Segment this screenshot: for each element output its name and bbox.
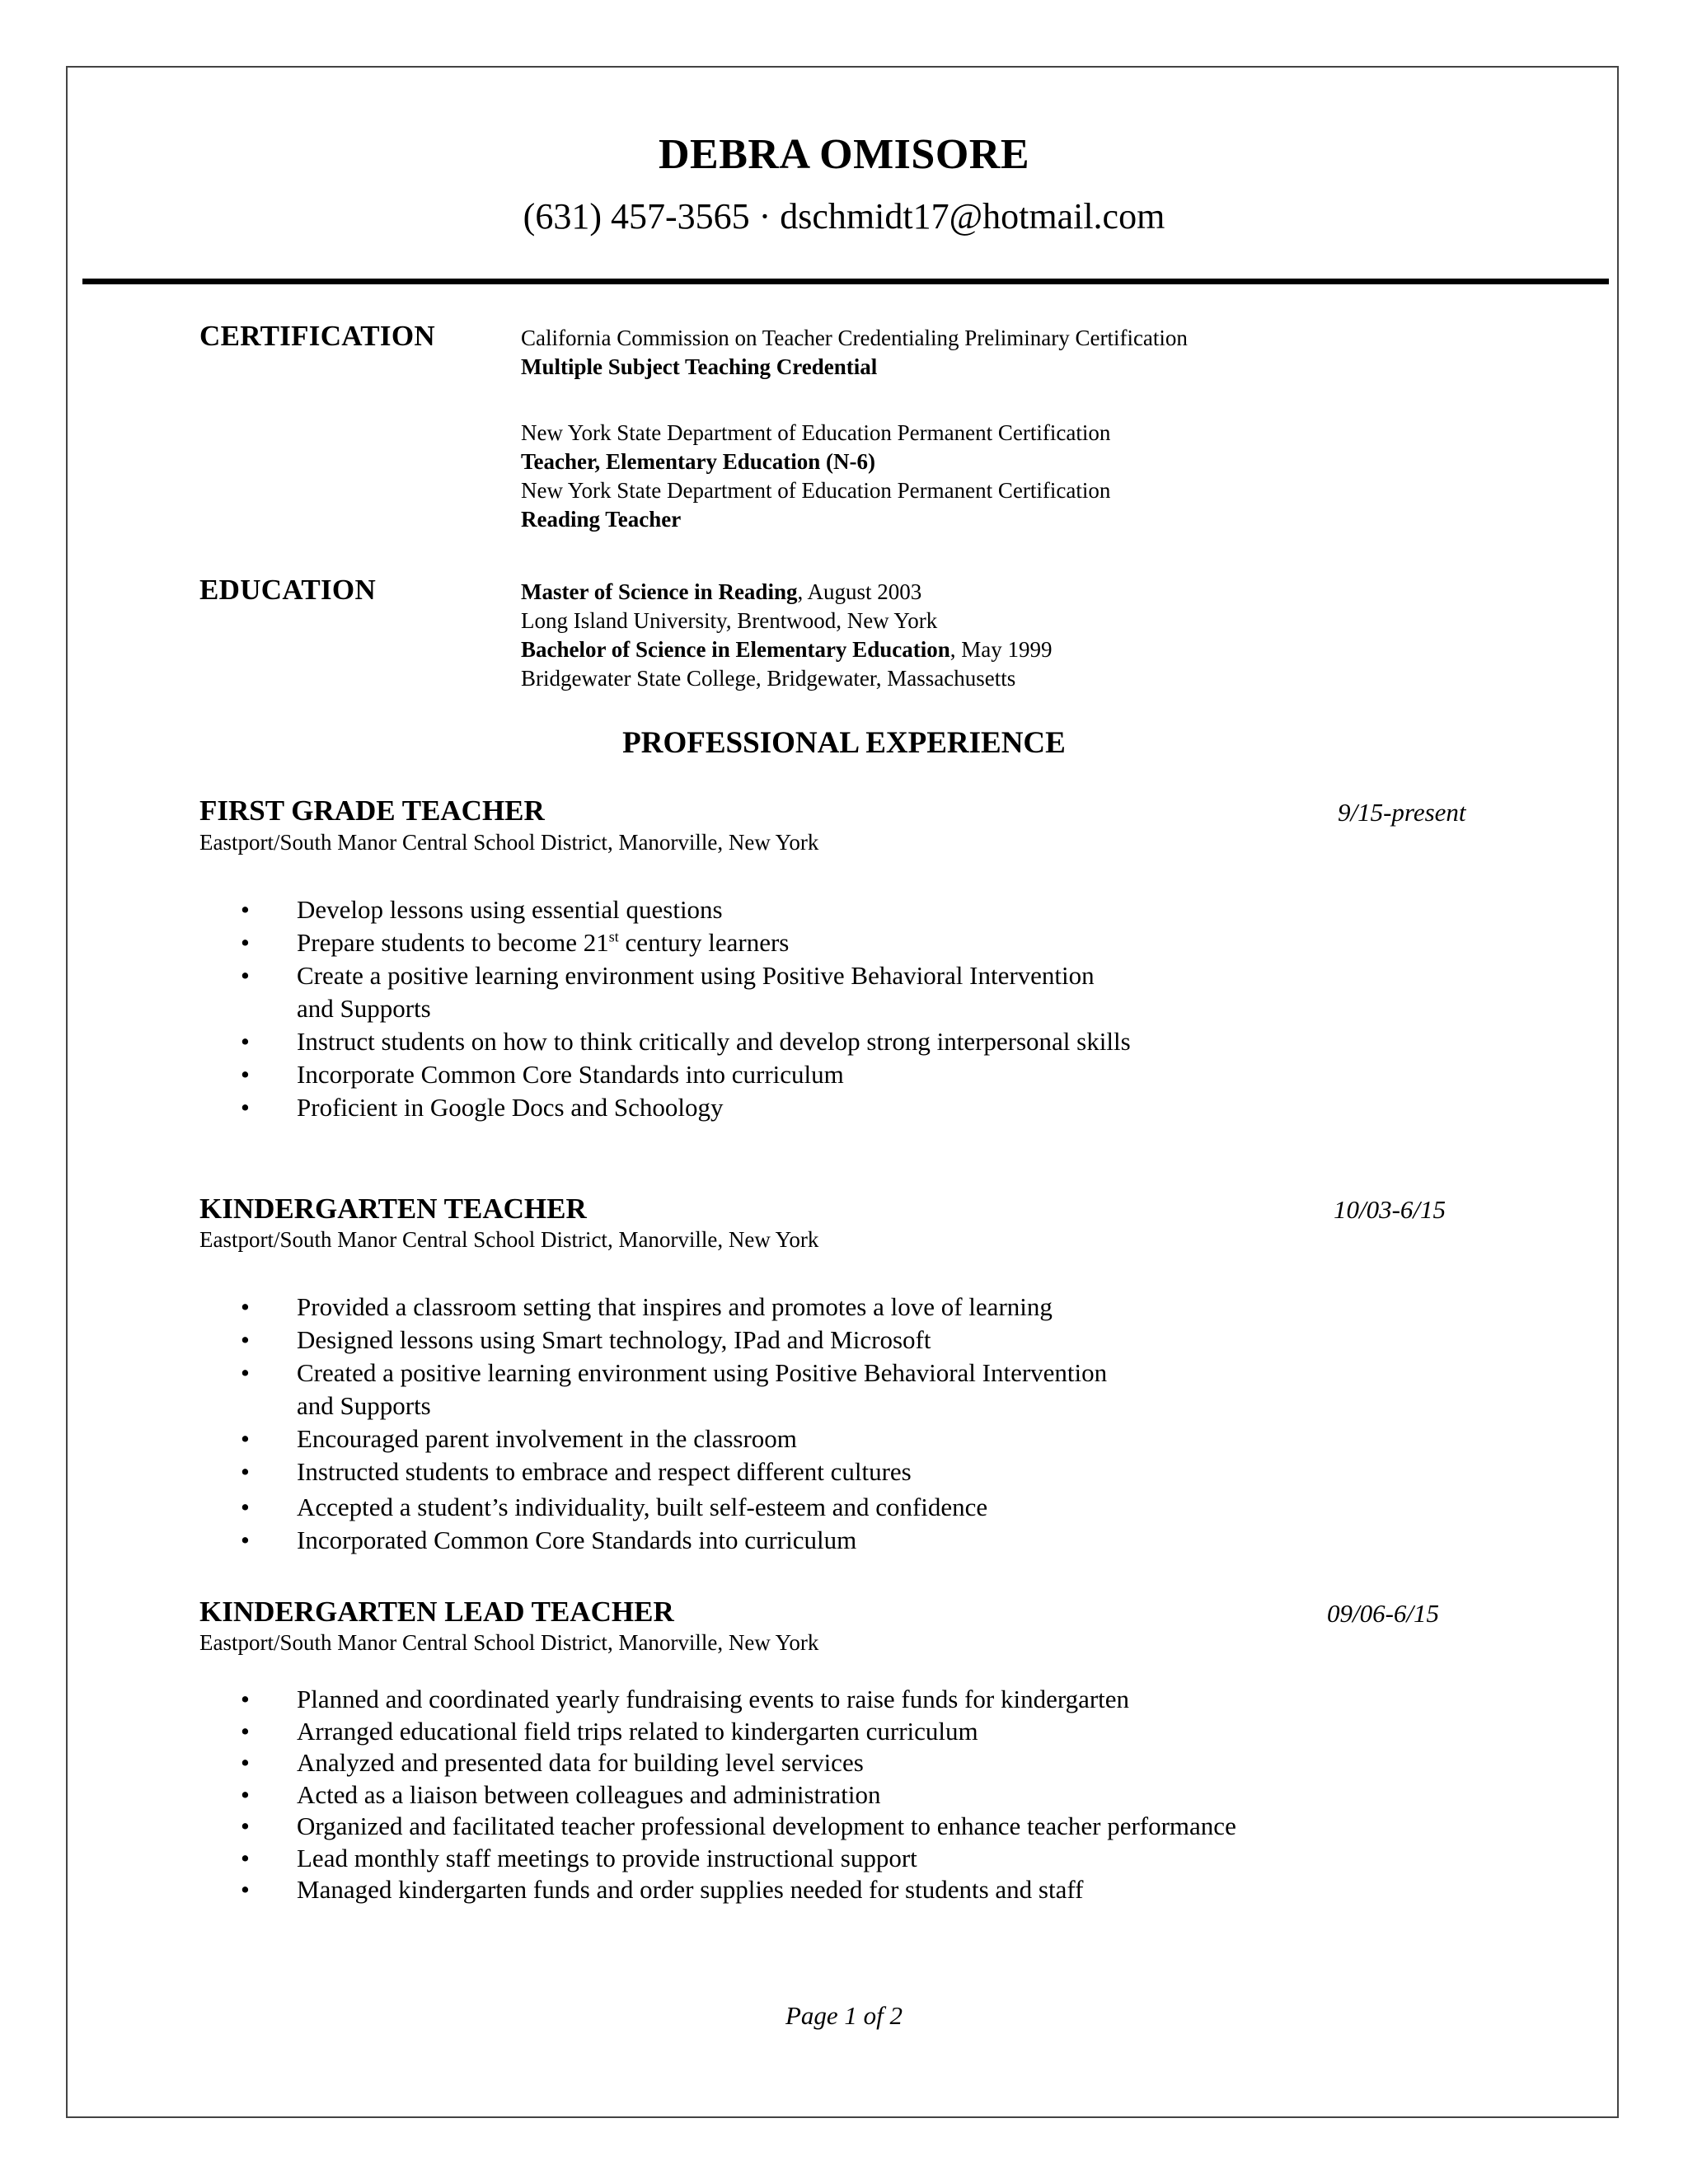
education-date: , May 1999 — [950, 637, 1053, 662]
list-item: • Prepare students to become 21st century learners — [241, 926, 1131, 959]
list-item: • Accepted a student’s individuality, built self-esteem and confidence — [241, 1491, 1107, 1524]
section-label-certification: CERTIFICATION — [199, 320, 435, 352]
education-date: , August 2003 — [797, 579, 922, 604]
job-duties-list — [241, 1684, 1236, 1906]
candidate-name: DEBRA OMISORE — [658, 131, 1030, 178]
job-title: KINDERGARTEN LEAD TEACHER — [199, 1596, 674, 1628]
list-item: • Organized and facilitated teacher professional development to enhance teacher performance — [241, 1811, 1236, 1843]
job-title: KINDERGARTEN TEACHER — [199, 1193, 587, 1225]
list-item: • Planned and coordinated yearly fundraising events to raise funds for kindergarten — [241, 1684, 1236, 1716]
cert-issuer: New York State Department of Education Permanent Certification — [521, 478, 1111, 503]
job-organization: Eastport/South Manor Central School District, Manorville, New York — [199, 830, 819, 855]
education-degree-line — [521, 635, 1052, 664]
job-duties-list — [241, 893, 1131, 1124]
cert-issuer: California Commission on Teacher Credentialing Preliminary Certification — [521, 326, 1188, 350]
list-item: • Lead monthly staff meetings to provide instructional support — [241, 1843, 1236, 1875]
education-degree-line — [521, 578, 1052, 607]
education-list — [521, 578, 1052, 693]
job-dates: 10/03-6/15 — [1334, 1195, 1447, 1224]
list-item: • Arranged educational field trips related to kindergarten curriculum — [241, 1716, 1236, 1748]
job-title: FIRST GRADE TEACHER — [199, 794, 545, 827]
list-item: • Instruct students on how to think critically and develop strong interpersonal skills — [241, 1025, 1131, 1058]
list-item: • Incorporated Common Core Standards into curriculum — [241, 1524, 1107, 1557]
education-school: Long Island University, Brentwood, New York — [521, 608, 938, 633]
list-item: • Analyzed and presented data for building level services — [241, 1747, 1236, 1779]
list-item: • Instructed students to embrace and respect different cultures — [241, 1455, 1107, 1488]
list-item: • Designed lessons using Smart technology, IPad and Microsoft — [241, 1324, 1107, 1357]
list-item: • Provided a classroom setting that inspires and promotes a love of learning — [241, 1291, 1107, 1324]
cert-credential: Reading Teacher — [521, 507, 682, 532]
section-label-education: EDUCATION — [199, 574, 377, 606]
cert-issuer: New York State Department of Education Permanent Certification — [521, 420, 1111, 445]
list-item: • Proficient in Google Docs and Schoology — [241, 1091, 1131, 1124]
certification-item — [521, 419, 1110, 534]
list-item: • Encouraged parent involvement in the classroom — [241, 1422, 1107, 1455]
education-degree: Bachelor of Science in Elementary Education — [521, 637, 950, 662]
list-item: • Created a positive learning environment using Positive Behavioral Intervention and Supports — [241, 1357, 1107, 1422]
job-organization: Eastport/South Manor Central School District, Manorville, New York — [199, 1630, 819, 1655]
education-school: Bridgewater State College, Bridgewater, Massachusetts — [521, 666, 1016, 691]
list-item: • Managed kindergarten funds and order supplies needed for students and staff — [241, 1874, 1236, 1906]
list-item: • Acted as a liaison between colleagues and administration — [241, 1779, 1236, 1811]
contact-info: (631) 457-3565 · dschmidt17@hotmail.com — [523, 196, 1165, 237]
job-dates: 09/06-6/15 — [1327, 1599, 1440, 1628]
job-duties-list — [241, 1291, 1107, 1557]
list-item: • Create a positive learning environment using Positive Behavioral Intervention and Supports — [241, 959, 1131, 1025]
education-degree: Master of Science in Reading — [521, 579, 798, 604]
cert-credential: Multiple Subject Teaching Credential — [521, 354, 878, 379]
section-heading-experience: PROFESSIONAL EXPERIENCE — [622, 726, 1066, 760]
header-divider — [82, 279, 1609, 284]
page-number: Page 1 of 2 — [785, 2001, 903, 2030]
job-dates: 9/15-present — [1338, 798, 1466, 827]
cert-credential: Teacher, Elementary Education (N-6) — [521, 449, 875, 474]
job-organization: Eastport/South Manor Central School District, Manorville, New York — [199, 1227, 819, 1252]
certification-item — [521, 324, 1188, 382]
list-item: • Incorporate Common Core Standards into curriculum — [241, 1058, 1131, 1091]
list-item: • Develop lessons using essential questions — [241, 893, 1131, 926]
